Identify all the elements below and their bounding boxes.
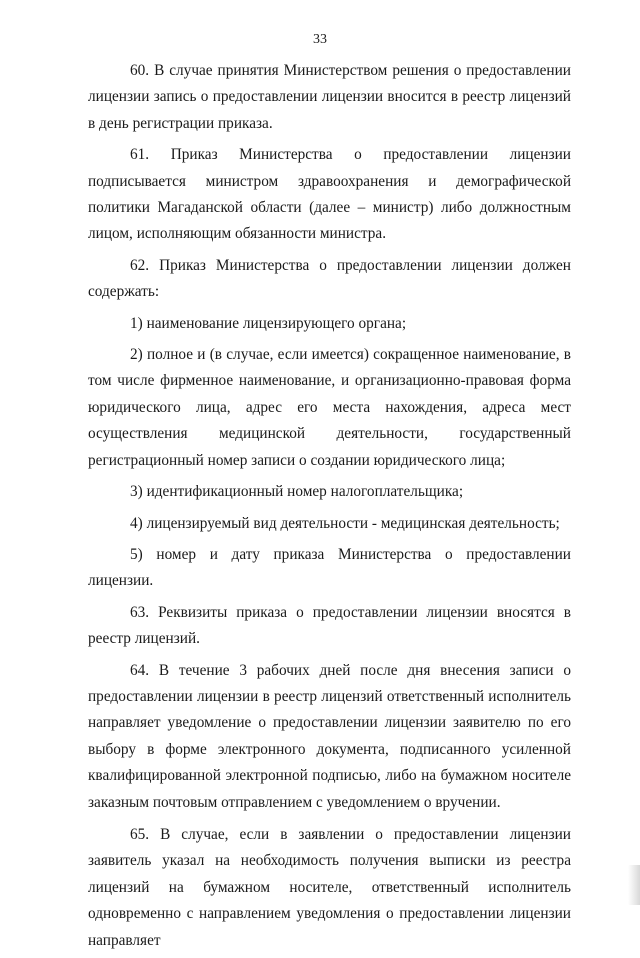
scan-edge-shadow [628,865,640,905]
document-body [88,58,571,958]
list-item-4: 4) лицензируемый вид деятельности - медицинская деятельность; [130,514,560,532]
list-item-5: 5) номер и дату приказа Министерства о предоставлении лицензии. [88,545,571,590]
list-item-2: 2) полное и (в случае, если имеется) сокращенное наименование, в том числе фирменное наименование, и организационно-правовая форма юридического лица, адрес его места нахождения, адреса мест осуществления медицинской деятельности, государственный регистрационный номер записи о создании юридического лица; [88,346,571,469]
paragraph-61: 61. Приказ Министерства о предоставлении лицензии подписывается министром здравоохранения и демографической политики Магаданской области (далее – министр) либо должностным лицом, исполняющим обязанности министра. [88,146,571,243]
paragraph-62: 62. Приказ Министерства о предоставлении лицензии должен содержать: [88,256,571,301]
list-item-3: 3) идентификационный номер налогоплательщика; [130,483,464,501]
page-number: 33 [313,32,327,47]
paragraph-65: 65. В случае, если в заявлении о предоставлении лицензии заявитель указал на необходимость получения выписки из реестра лицензий на бумажном носителе, ответственный исполнитель одновременно с направлением уведомления о предоставлении лицензии направляет [88,825,571,949]
paragraph-63: 63. Реквизиты приказа о предоставлении лицензии вносятся в реестр лицензий. [88,603,571,648]
paragraph-60: 60. В случае принятия Министерством решения о предоставлении лицензии запись о предоставлении лицензии вносится в реестр лицензий в день регистрации приказа. [88,62,571,132]
list-item-1: 1) наименование лицензирующего органа; [130,314,407,332]
paragraph-64: 64. В течение 3 рабочих дней после дня внесения записи о предоставлении лицензии в реестр лицензий ответственный исполнитель направляет уведомление о предоставлении лицензии заявителю по его выбору в форме электронного документа, подписанного усиленной квалифицированной электронной подписью, либо на бумажном носителе заказным почтовым отправлением с уведомлением о вручении. [88,661,571,811]
